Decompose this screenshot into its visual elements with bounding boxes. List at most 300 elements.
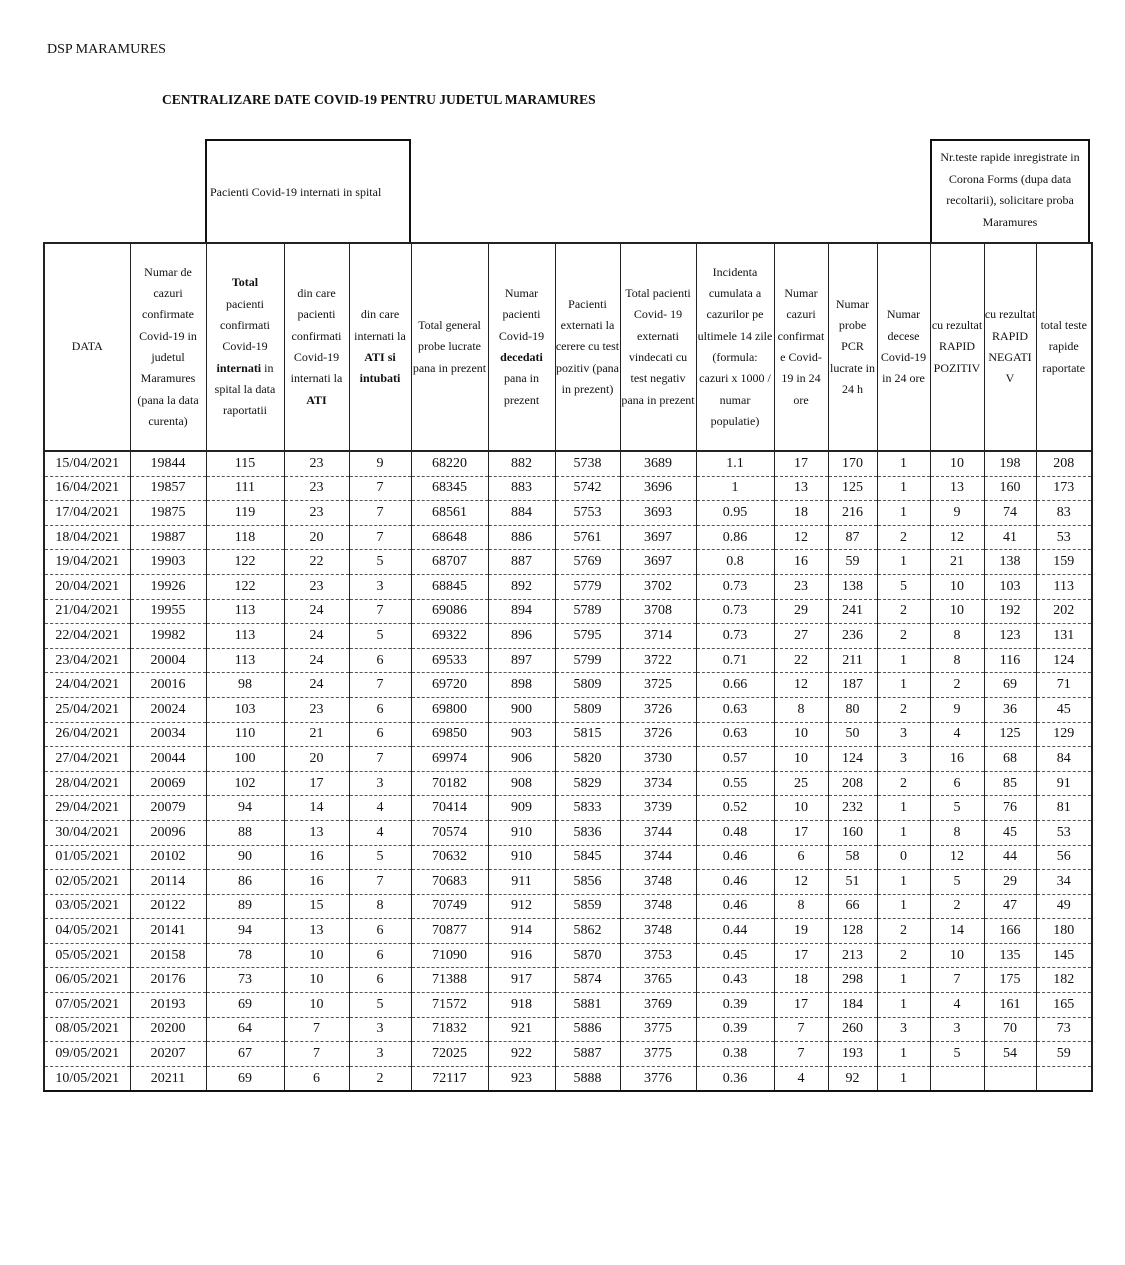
table-cell: 7 — [349, 747, 411, 772]
table-cell: 175 — [984, 968, 1036, 993]
icu-part-a: din care pacienti confirmati Covid-19 internati la — [290, 286, 343, 386]
table-cell: 15/04/2021 — [44, 451, 130, 476]
table-row — [44, 820, 1092, 845]
table-cell: 6 — [349, 968, 411, 993]
table-cell: 884 — [488, 501, 555, 526]
deaths-part-a: Numar pacienti Covid-19 — [498, 286, 545, 343]
table-cell: 19844 — [130, 451, 206, 476]
table-cell: 22/04/2021 — [44, 624, 130, 649]
table-cell: 71572 — [411, 993, 488, 1018]
table-cell: 02/05/2021 — [44, 870, 130, 895]
table-cell: 5799 — [555, 648, 620, 673]
table-cell: 10 — [930, 943, 984, 968]
table-cell: 260 — [828, 1017, 877, 1042]
table-cell: 23 — [284, 476, 349, 501]
table-cell: 1 — [877, 1066, 930, 1091]
table-cell: 1 — [877, 1042, 930, 1067]
table-cell: 883 — [488, 476, 555, 501]
table-cell: 59 — [828, 550, 877, 575]
table-cell: 0.8 — [696, 550, 774, 575]
table-cell: 192 — [984, 599, 1036, 624]
table-cell: 892 — [488, 574, 555, 599]
table-cell: 3 — [877, 1017, 930, 1042]
table-cell: 1 — [877, 476, 930, 501]
table-cell: 16 — [774, 550, 828, 575]
table-cell: 90 — [206, 845, 284, 870]
table-cell: 19887 — [130, 525, 206, 550]
table-cell: 20158 — [130, 943, 206, 968]
col-header-pcr-tests: Numar probe PCR lucrate in 24 h — [828, 243, 877, 451]
table-cell: 17 — [284, 771, 349, 796]
table-cell: 68561 — [411, 501, 488, 526]
table-cell: 7 — [930, 968, 984, 993]
table-cell: 882 — [488, 451, 555, 476]
table-cell: 3697 — [620, 550, 696, 575]
table-cell: 6 — [349, 722, 411, 747]
table-cell: 103 — [984, 574, 1036, 599]
col-header-discharged-request: Pacienti externati la cerere cu test pozitiv (pana in prezent) — [555, 243, 620, 451]
table-cell: 8 — [930, 648, 984, 673]
table-cell: 2 — [877, 943, 930, 968]
table-cell: 3693 — [620, 501, 696, 526]
table-cell: 13 — [774, 476, 828, 501]
table-cell: 3 — [349, 574, 411, 599]
table-cell: 16 — [284, 870, 349, 895]
table-cell: 3765 — [620, 968, 696, 993]
table-cell: 3748 — [620, 894, 696, 919]
table-cell: 3744 — [620, 820, 696, 845]
table-cell: 116 — [984, 648, 1036, 673]
table-cell: 69 — [984, 673, 1036, 698]
table-cell: 9 — [930, 697, 984, 722]
hosp-total-part-c: internati — [216, 360, 262, 375]
table-cell: 69086 — [411, 599, 488, 624]
table-cell: 66 — [828, 894, 877, 919]
icu-part-b: ATI — [306, 392, 327, 407]
col-header-date: DATA — [44, 243, 130, 451]
table-row — [44, 501, 1092, 526]
table-cell: 68845 — [411, 574, 488, 599]
table-cell: 298 — [828, 968, 877, 993]
table-cell: 10 — [284, 968, 349, 993]
table-cell: 0.63 — [696, 697, 774, 722]
table-cell: 124 — [1036, 648, 1092, 673]
table-cell: 4 — [774, 1066, 828, 1091]
table-cell: 07/05/2021 — [44, 993, 130, 1018]
table-cell: 29 — [984, 870, 1036, 895]
table-cell: 21 — [284, 722, 349, 747]
table-cell: 69533 — [411, 648, 488, 673]
table-cell: 906 — [488, 747, 555, 772]
table-cell: 12 — [930, 845, 984, 870]
table-cell: 5874 — [555, 968, 620, 993]
table-cell: 13 — [284, 919, 349, 944]
table-cell: 20096 — [130, 820, 206, 845]
table-cell: 17 — [774, 451, 828, 476]
table-cell: 886 — [488, 525, 555, 550]
table-cell: 3696 — [620, 476, 696, 501]
table-cell: 70 — [984, 1017, 1036, 1042]
table-cell: 917 — [488, 968, 555, 993]
table-cell: 13 — [284, 820, 349, 845]
table-row — [44, 1042, 1092, 1067]
table-cell: 5888 — [555, 1066, 620, 1091]
table-cell: 3739 — [620, 796, 696, 821]
table-cell: 6 — [349, 919, 411, 944]
col-header-hospitalized-total — [206, 243, 284, 451]
table-row — [44, 624, 1092, 649]
table-cell: 5856 — [555, 870, 620, 895]
table-cell: 5753 — [555, 501, 620, 526]
table-cell: 20176 — [130, 968, 206, 993]
table-cell: 18/04/2021 — [44, 525, 130, 550]
table-cell: 887 — [488, 550, 555, 575]
document-title: CENTRALIZARE DATE COVID-19 PENTRU JUDETUL MARAMURES — [162, 92, 596, 107]
col-header-discharged-cured: Total pacienti Covid- 19 externati vindecati cu test negativ pana in prezent — [620, 243, 696, 451]
table-cell: 8 — [930, 820, 984, 845]
table-cell: 6 — [774, 845, 828, 870]
table-cell: 22 — [284, 550, 349, 575]
table-cell: 6 — [349, 697, 411, 722]
table-cell: 0.44 — [696, 919, 774, 944]
table-cell: 53 — [1036, 820, 1092, 845]
table-cell: 122 — [206, 574, 284, 599]
table-cell: 241 — [828, 599, 877, 624]
table-cell: 113 — [1036, 574, 1092, 599]
table-cell: 18 — [774, 968, 828, 993]
table-cell: 216 — [828, 501, 877, 526]
table-cell: 68707 — [411, 550, 488, 575]
table-cell: 208 — [1036, 451, 1092, 476]
table-cell: 236 — [828, 624, 877, 649]
table-cell: 08/05/2021 — [44, 1017, 130, 1042]
table-cell: 5829 — [555, 771, 620, 796]
table-cell: 5761 — [555, 525, 620, 550]
table-cell: 89 — [206, 894, 284, 919]
table-cell: 21/04/2021 — [44, 599, 130, 624]
table-cell: 910 — [488, 820, 555, 845]
table-cell: 20200 — [130, 1017, 206, 1042]
table-cell: 20193 — [130, 993, 206, 1018]
table-cell: 3769 — [620, 993, 696, 1018]
table-cell: 2 — [877, 771, 930, 796]
table-cell: 0.63 — [696, 722, 774, 747]
table-cell: 44 — [984, 845, 1036, 870]
table-cell: 76 — [984, 796, 1036, 821]
table-cell: 94 — [206, 796, 284, 821]
table-cell: 8 — [774, 697, 828, 722]
table-cell: 27/04/2021 — [44, 747, 130, 772]
table-cell: 58 — [828, 845, 877, 870]
table-cell: 13 — [930, 476, 984, 501]
table-cell: 2 — [877, 697, 930, 722]
table-cell: 0.45 — [696, 943, 774, 968]
table-cell: 4 — [930, 722, 984, 747]
table-cell: 3 — [349, 1017, 411, 1042]
deaths-part-b: decedati — [500, 350, 543, 364]
table-cell: 1 — [877, 820, 930, 845]
deaths-part-c: pana in prezent — [503, 371, 540, 407]
table-cell: 67 — [206, 1042, 284, 1067]
table-cell — [984, 1066, 1036, 1091]
table-cell: 19955 — [130, 599, 206, 624]
table-cell: 41 — [984, 525, 1036, 550]
table-row — [44, 968, 1092, 993]
table-cell: 125 — [984, 722, 1036, 747]
table-cell: 17 — [774, 943, 828, 968]
table-cell: 91 — [1036, 771, 1092, 796]
table-cell: 916 — [488, 943, 555, 968]
col-header-confirmed-cases: Numar de cazuri confirmate Covid-19 in judetul Maramures (pana la data curenta) — [130, 243, 206, 451]
table-cell: 0.39 — [696, 993, 774, 1018]
table-cell: 19/04/2021 — [44, 550, 130, 575]
table-cell: 0.73 — [696, 599, 774, 624]
table-cell: 74 — [984, 501, 1036, 526]
table-cell: 23/04/2021 — [44, 648, 130, 673]
table-cell: 160 — [828, 820, 877, 845]
table-row — [44, 943, 1092, 968]
table-cell: 69322 — [411, 624, 488, 649]
table-cell: 10 — [930, 574, 984, 599]
table-cell: 3714 — [620, 624, 696, 649]
table-cell: 2 — [877, 525, 930, 550]
table-cell: 25 — [774, 771, 828, 796]
table-cell: 1 — [696, 476, 774, 501]
table-cell: 6 — [349, 943, 411, 968]
table-cell: 1 — [877, 648, 930, 673]
table-cell: 69850 — [411, 722, 488, 747]
table-cell: 5 — [349, 845, 411, 870]
col-header-intubated — [349, 243, 411, 451]
table-cell: 903 — [488, 722, 555, 747]
table-cell: 20034 — [130, 722, 206, 747]
table-cell: 73 — [206, 968, 284, 993]
table-cell: 01/05/2021 — [44, 845, 130, 870]
table-cell: 14 — [930, 919, 984, 944]
group-header-rapid-tests: Nr.teste rapide inregistrate in Corona Forms (dupa data recoltarii), solicitare proba Maramures — [930, 139, 1090, 244]
table-row — [44, 673, 1092, 698]
table-cell: 0.73 — [696, 574, 774, 599]
table-cell: 138 — [984, 550, 1036, 575]
table-cell: 161 — [984, 993, 1036, 1018]
table-cell: 5 — [930, 870, 984, 895]
table-cell: 2 — [877, 599, 930, 624]
table-cell: 50 — [828, 722, 877, 747]
hosp-total-part-d: in spital la data raportatii — [214, 360, 276, 418]
table-cell: 30/04/2021 — [44, 820, 130, 845]
table-row — [44, 993, 1092, 1018]
table-cell: 0.86 — [696, 525, 774, 550]
table-cell: 03/05/2021 — [44, 894, 130, 919]
table-cell: 10 — [284, 993, 349, 1018]
table-cell: 0.39 — [696, 1017, 774, 1042]
table-cell: 135 — [984, 943, 1036, 968]
table-cell — [930, 1066, 984, 1091]
table-cell: 7 — [284, 1017, 349, 1042]
col-header-deaths-total — [488, 243, 555, 451]
table-cell: 6 — [349, 648, 411, 673]
table-cell: 68220 — [411, 451, 488, 476]
table-cell: 5815 — [555, 722, 620, 747]
table-cell: 7 — [284, 1042, 349, 1067]
table-cell: 23 — [284, 697, 349, 722]
table-cell: 22 — [774, 648, 828, 673]
table-cell: 10/05/2021 — [44, 1066, 130, 1091]
table-cell: 71388 — [411, 968, 488, 993]
table-cell: 8 — [774, 894, 828, 919]
table-cell: 24/04/2021 — [44, 673, 130, 698]
table-cell: 05/05/2021 — [44, 943, 130, 968]
header-row — [44, 243, 1092, 451]
table-cell: 69974 — [411, 747, 488, 772]
table-cell: 5881 — [555, 993, 620, 1018]
table-cell: 4 — [930, 993, 984, 1018]
table-cell: 18 — [774, 501, 828, 526]
table-cell: 10 — [774, 796, 828, 821]
table-cell: 20 — [284, 747, 349, 772]
table-cell: 165 — [1036, 993, 1092, 1018]
table-cell: 92 — [828, 1066, 877, 1091]
table-cell: 3730 — [620, 747, 696, 772]
table-cell: 193 — [828, 1042, 877, 1067]
table-cell: 202 — [1036, 599, 1092, 624]
table-row — [44, 525, 1092, 550]
col-header-total-tests: Total general probe lucrate pana in prezent — [411, 243, 488, 451]
table-cell: 3 — [930, 1017, 984, 1042]
table-cell: 0.46 — [696, 870, 774, 895]
table-cell: 23 — [284, 501, 349, 526]
table-cell: 3726 — [620, 722, 696, 747]
table-cell: 3 — [877, 722, 930, 747]
table-cell: 129 — [1036, 722, 1092, 747]
table-cell: 14 — [284, 796, 349, 821]
table-cell: 3708 — [620, 599, 696, 624]
table-cell: 5738 — [555, 451, 620, 476]
table-cell: 115 — [206, 451, 284, 476]
table-cell: 19857 — [130, 476, 206, 501]
table-cell: 113 — [206, 624, 284, 649]
table-cell: 0.36 — [696, 1066, 774, 1091]
table-cell: 170 — [828, 451, 877, 476]
table-cell: 6 — [930, 771, 984, 796]
table-cell: 59 — [1036, 1042, 1092, 1067]
table-cell: 0.46 — [696, 894, 774, 919]
table-row — [44, 476, 1092, 501]
table-cell: 15 — [284, 894, 349, 919]
table-cell: 7 — [349, 673, 411, 698]
table-cell: 922 — [488, 1042, 555, 1067]
table-cell: 53 — [1036, 525, 1092, 550]
table-cell: 211 — [828, 648, 877, 673]
table-cell: 20114 — [130, 870, 206, 895]
table-cell: 12 — [774, 870, 828, 895]
table-cell: 3775 — [620, 1017, 696, 1042]
table-cell: 04/05/2021 — [44, 919, 130, 944]
table-cell: 900 — [488, 697, 555, 722]
table-cell: 5 — [349, 993, 411, 1018]
table-cell: 5 — [349, 550, 411, 575]
table-cell: 19875 — [130, 501, 206, 526]
table-cell: 12 — [774, 525, 828, 550]
table-row — [44, 648, 1092, 673]
table-cell: 5779 — [555, 574, 620, 599]
table-cell: 3722 — [620, 648, 696, 673]
table-cell: 184 — [828, 993, 877, 1018]
table-cell: 9 — [349, 451, 411, 476]
table-cell: 3748 — [620, 919, 696, 944]
table-cell: 19926 — [130, 574, 206, 599]
table-cell: 0.71 — [696, 648, 774, 673]
table-cell: 26/04/2021 — [44, 722, 130, 747]
table-cell: 20122 — [130, 894, 206, 919]
table-cell: 2 — [930, 673, 984, 698]
table-cell: 2 — [930, 894, 984, 919]
table-cell: 20207 — [130, 1042, 206, 1067]
table-cell: 123 — [984, 624, 1036, 649]
table-cell: 17 — [774, 993, 828, 1018]
table-cell: 7 — [349, 476, 411, 501]
table-cell: 70749 — [411, 894, 488, 919]
table-cell: 9 — [930, 501, 984, 526]
table-cell: 20004 — [130, 648, 206, 673]
table-cell: 113 — [206, 648, 284, 673]
table-cell: 1.1 — [696, 451, 774, 476]
table-cell: 5769 — [555, 550, 620, 575]
table-cell: 71832 — [411, 1017, 488, 1042]
table-row — [44, 919, 1092, 944]
table-row — [44, 1017, 1092, 1042]
table-cell: 898 — [488, 673, 555, 698]
hosp-total-part-b: pacienti confirmati Covid-19 — [220, 296, 270, 354]
table-cell: 0.43 — [696, 968, 774, 993]
table-cell: 0.73 — [696, 624, 774, 649]
table-cell: 182 — [1036, 968, 1092, 993]
table-row — [44, 771, 1092, 796]
table-cell: 3753 — [620, 943, 696, 968]
table-cell: 0.52 — [696, 796, 774, 821]
table-cell: 10 — [930, 599, 984, 624]
table-cell: 28/04/2021 — [44, 771, 130, 796]
table-cell: 1 — [877, 501, 930, 526]
table-row — [44, 599, 1092, 624]
table-cell: 921 — [488, 1017, 555, 1042]
table-cell: 09/05/2021 — [44, 1042, 130, 1067]
table-cell: 160 — [984, 476, 1036, 501]
table-cell: 4 — [349, 796, 411, 821]
table-cell: 5859 — [555, 894, 620, 919]
table-cell: 5 — [349, 624, 411, 649]
table-cell: 2 — [877, 624, 930, 649]
table-cell: 128 — [828, 919, 877, 944]
table-cell: 5870 — [555, 943, 620, 968]
table-cell: 7 — [349, 599, 411, 624]
table-cell: 208 — [828, 771, 877, 796]
table-cell: 5809 — [555, 697, 620, 722]
table-cell: 10 — [774, 722, 828, 747]
table-cell: 10 — [930, 451, 984, 476]
table-cell: 896 — [488, 624, 555, 649]
table-cell: 45 — [1036, 697, 1092, 722]
table-cell: 21 — [930, 550, 984, 575]
table-cell: 166 — [984, 919, 1036, 944]
table-cell: 24 — [284, 673, 349, 698]
table-cell: 10 — [774, 747, 828, 772]
table-cell: 4 — [349, 820, 411, 845]
table-cell: 68345 — [411, 476, 488, 501]
table-cell: 68648 — [411, 525, 488, 550]
table-cell: 908 — [488, 771, 555, 796]
table-cell: 3689 — [620, 451, 696, 476]
